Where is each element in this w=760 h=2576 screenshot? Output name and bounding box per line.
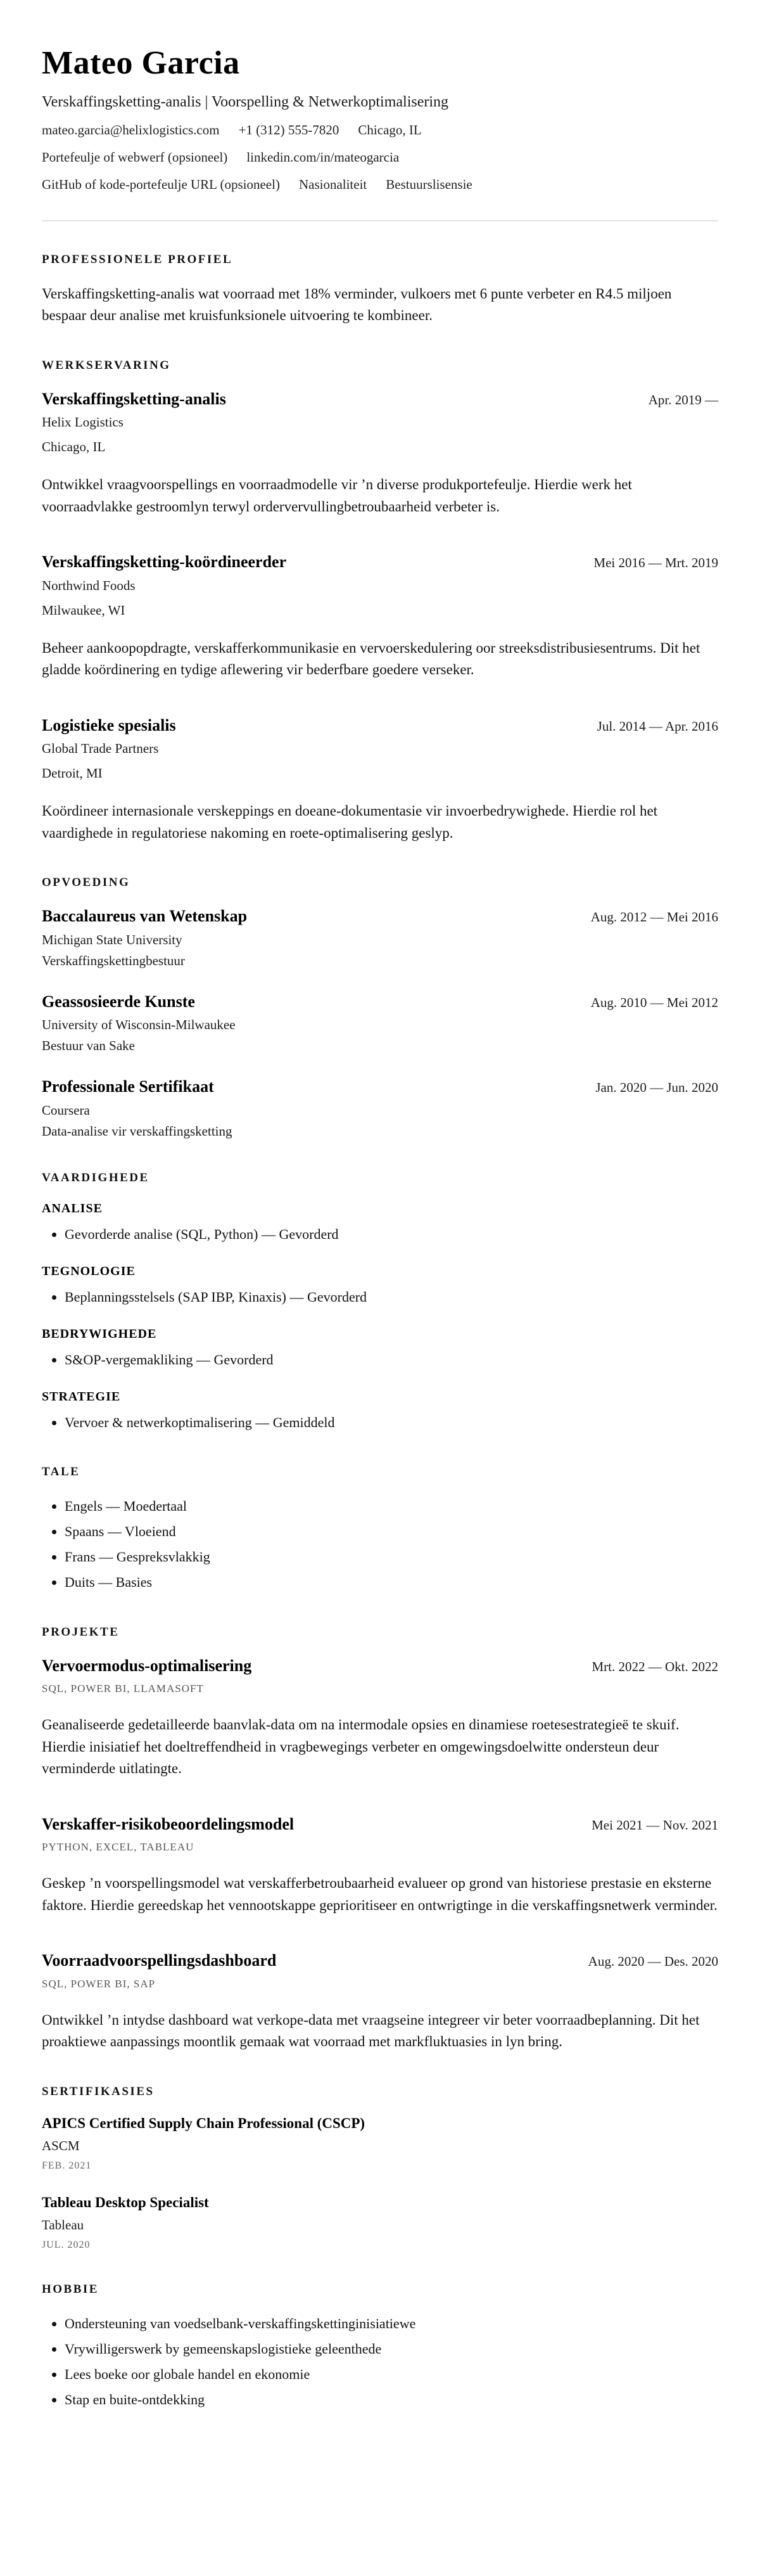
certification-entry: [42, 2115, 718, 2172]
skill-category: BEDRYWIGHEDE: [42, 1326, 157, 1341]
job-company: Northwind Foods: [42, 577, 136, 593]
institution: Michigan State University: [42, 932, 182, 947]
education-entry: [42, 1077, 718, 1139]
contact-line-3: [42, 177, 718, 193]
project-description: Geanaliseerde gedetailleerde baanvlak-data om na intermodale opsies en dinamiese roetesestrategieë te skuif. Hierdie inisiatief het doeltreffendheid in vragbewegings verbeter en omgewingsdoelwitte ondersteun deur verminderde uitlatingte.: [42, 1717, 680, 1777]
portfolio-text: Portefeulje of webwerf (opsioneel): [42, 149, 228, 165]
job-dates: Mei 2016 — Mrt. 2019: [593, 555, 718, 571]
job-entry-head: [42, 552, 718, 573]
skill-category: STRATEGIE: [42, 1390, 121, 1404]
job-entry: [42, 552, 718, 681]
skill-list: [42, 1412, 718, 1433]
section-certifications: [42, 2085, 718, 2251]
skill-category: ANALISE: [42, 1201, 103, 1215]
section-heading-certifications: SERTIFIKASIES: [42, 2084, 155, 2098]
section-languages: [42, 1465, 718, 1593]
education-dates: Aug. 2012 — Mei 2016: [590, 909, 718, 925]
skill-group: [42, 1327, 718, 1371]
candidate-title: Verskaffingsketting-analis | Voorspelling & Netwerkoptimalisering: [42, 93, 449, 110]
hobby-item: • Ondersteuning van voedselbank-verskaffingskettinginisiatiewe: [65, 2313, 718, 2335]
job-location: Milwaukee, WI: [42, 602, 125, 618]
education-dates: Aug. 2010 — Mei 2012: [590, 994, 718, 1010]
project-dates: Mrt. 2022 — Okt. 2022: [592, 1658, 718, 1674]
certification-name: Tableau Desktop Specialist: [42, 2194, 209, 2210]
skill-list: [42, 1286, 718, 1308]
education-entry-head: [42, 906, 718, 927]
phone-text: +1 (312) 555-7820: [238, 122, 339, 138]
job-company: Helix Logistics: [42, 414, 124, 430]
skill-item: • Vervoer & netwerkoptimalisering — Gemiddeld: [65, 1412, 718, 1433]
education-dates: Jan. 2020 — Jun. 2020: [595, 1080, 718, 1096]
project-dates: Mei 2021 — Nov. 2021: [592, 1817, 718, 1833]
job-description: Ontwikkel vraagvoorspellings en voorraadmodelle vir ’n diverse produkportefeulje. Hierdie werk het voorraadvlakke gestroomlyn terwyl ordervervullingbetroubaarheid verbeter is.: [42, 477, 632, 515]
hobby-item: • Stap en buite-ontdekking: [65, 2389, 718, 2411]
skill-group: [42, 1390, 718, 1433]
job-description: Koördineer internasionale verskeppings en doeane-dokumentasie vir invoerbedrywighede. Hierdie rol het vaardighede in regulatoriese nakoming en roete-optimalisering geslyp.: [42, 803, 658, 841]
section-heading-experience: WERKSERVARING: [42, 358, 171, 372]
degree-title: Professionale Sertifikaat: [42, 1077, 214, 1096]
section-heading-skills: VAARDIGHEDE: [42, 1170, 149, 1184]
language-list: [42, 1496, 718, 1593]
job-title: Verskaffingsketting-analis: [42, 389, 226, 408]
project-entry-head: [42, 1814, 718, 1835]
project-stack: SQL, POWER BI, SAP: [42, 1977, 156, 1990]
job-location: Chicago, IL: [42, 439, 106, 455]
project-description: Geskep ’n voorspellingsmodel wat verskafferbetroubaarheid evalueer op grond van historiese prestasie en eksterne faktore. Hierdie gereedskap het vennootskappe geprioritiseer en ontwrigtinge in die verskaffingsnetwerk verminder.: [42, 1875, 718, 1913]
project-entry-head: [42, 1656, 718, 1677]
project-stack: PYTHON, EXCEL, TABLEAU: [42, 1841, 194, 1854]
skill-item: • Gevorderde analise (SQL, Python) — Gevorderd: [65, 1224, 718, 1245]
project-title: Verskaffer-risikobeoordelingsmodel: [42, 1814, 294, 1833]
hobby-item: • Lees boeke oor globale handel en ekonomie: [65, 2364, 718, 2385]
section-heading-projects: PROJEKTE: [42, 1625, 120, 1639]
project-entry: [42, 1951, 718, 2053]
language-item: • Duits — Basies: [65, 1572, 718, 1593]
education-entry-head: [42, 992, 718, 1013]
certification-name: APICS Certified Supply Chain Professional (CSCP): [42, 2115, 365, 2131]
job-entry-head: [42, 389, 718, 410]
project-entry: [42, 1656, 718, 1780]
project-title: Voorraadvoorspellingsdashboard: [42, 1951, 277, 1970]
section-experience: [42, 359, 718, 845]
language-item: • Engels — Moedertaal: [65, 1496, 718, 1517]
location-text: Chicago, IL: [358, 122, 422, 138]
job-entry-head: [42, 715, 718, 736]
degree-title: Geassosieerde Kunste: [42, 992, 195, 1011]
skill-group: [42, 1264, 718, 1308]
skill-list: [42, 1349, 718, 1371]
project-description: Ontwikkel ’n intydse dashboard wat verkope-data met vraagseine integreer vir beter voorraadbeplanning. Dit het proaktiewe aanpassings moontlik gemaak wat voorraad met markfluktuasies in lyn bring.: [42, 2011, 700, 2050]
section-profile: [42, 253, 718, 327]
candidate-name: Mateo Garcia: [42, 45, 240, 81]
section-projects: [42, 1625, 718, 2053]
skill-item: • S&OP-vergemakliking — Gevorderd: [65, 1349, 718, 1371]
education-entry: [42, 906, 718, 969]
skill-group: [42, 1201, 718, 1245]
skill-list: [42, 1224, 718, 1245]
skill-item: • Beplanningsstelsels (SAP IBP, Kinaxis) — Gevorderd: [65, 1286, 718, 1308]
project-entry-head: [42, 1951, 718, 1971]
section-hobbies: [42, 2283, 718, 2411]
section-skills: [42, 1171, 718, 1433]
field-of-study: Verskaffingskettingbestuur: [42, 952, 185, 968]
field-of-study: Data-analise vir verskaffingsketting: [42, 1123, 232, 1139]
github-text: GitHub of kode-portefeulje URL (opsioneel): [42, 176, 280, 192]
project-dates: Aug. 2020 — Des. 2020: [588, 1954, 718, 1970]
education-entry-head: [42, 1077, 718, 1098]
certification-issuer: Tableau: [42, 2217, 84, 2233]
job-company: Global Trade Partners: [42, 741, 159, 757]
project-entry: [42, 1814, 718, 1917]
contact-line-1: [42, 122, 718, 138]
section-heading-languages: TALE: [42, 1465, 80, 1479]
job-entry: [42, 389, 718, 518]
section-heading-hobbies: HOBBIE: [42, 2282, 99, 2296]
job-dates: Jul. 2014 — Apr. 2016: [597, 718, 718, 734]
job-description: Beheer aankoopopdragte, verskafferkommunikasie en vervoerskedulering oor streeksdistribusiesentrums. Dit het gladde koördinering en tydige aflewering vir bederfbare goedere verseker.: [42, 639, 700, 678]
institution: Coursera: [42, 1102, 90, 1118]
contact-line-2: [42, 150, 718, 165]
field-of-study: Bestuur van Sake: [42, 1038, 135, 1054]
email-text: mateo.garcia@helixlogistics.com: [42, 122, 220, 138]
institution: University of Wisconsin-Milwaukee: [42, 1017, 236, 1033]
job-title: Verskaffingsketting-koördineerder: [42, 553, 287, 572]
education-entry: [42, 992, 718, 1054]
section-heading-education: OPVOEDING: [42, 876, 130, 890]
section-education: [42, 876, 718, 1139]
project-title: Vervoermodus-optimalisering: [42, 1656, 252, 1675]
license-text: Bestuurslisensie: [386, 176, 472, 192]
nationality-text: Nasionaliteit: [298, 176, 367, 192]
project-stack: SQL, POWER BI, LLAMASOFT: [42, 1682, 204, 1695]
profile-summary: Verskaffingsketting-analis wat voorraad met 18% verminder, vulkoers met 6 punte verbeter en R4.5 miljoen bespaar deur analise met kruisfunksionele uitvoering te kombineer.: [42, 285, 672, 324]
certification-entry: [42, 2195, 718, 2251]
certification-date: JUL. 2020: [42, 2239, 91, 2250]
certification-issuer: ASCM: [42, 2137, 80, 2153]
certification-date: FEB. 2021: [42, 2160, 92, 2171]
job-location: Detroit, MI: [42, 766, 103, 781]
section-heading-profile: PROFESSIONELE PROFIEL: [42, 252, 233, 266]
linkedin-text: linkedin.com/in/mateogarcia: [246, 149, 400, 165]
language-item: • Spaans — Vloeiend: [65, 1521, 718, 1542]
job-dates: Apr. 2019 —: [648, 392, 718, 407]
language-item: • Frans — Gespreksvlakkig: [65, 1546, 718, 1568]
job-entry: [42, 715, 718, 845]
degree-title: Baccalaureus van Wetenskap: [42, 907, 248, 926]
skill-category: TEGNOLOGIE: [42, 1264, 136, 1278]
resume-header: [42, 44, 718, 193]
job-title: Logistieke spesialis: [42, 715, 176, 734]
hobby-item: • Vrywilligerswerk by gemeenskapslogistieke geleenthede: [65, 2338, 718, 2360]
hobby-list: [42, 2313, 718, 2411]
